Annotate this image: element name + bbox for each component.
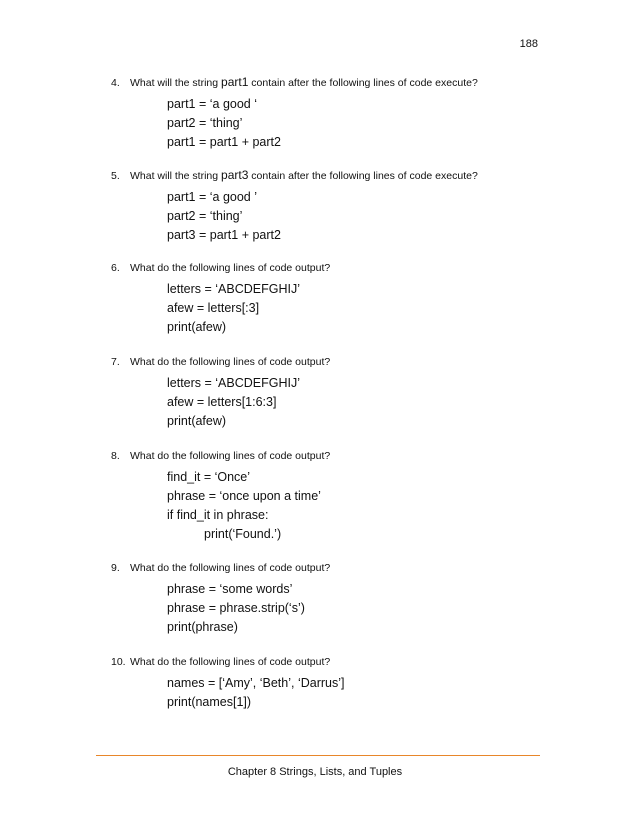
code-block (167, 95, 531, 152)
question-text: What will the string part3 contain after the following lines of code execute? (130, 168, 478, 182)
inline-code: part1 (221, 75, 249, 89)
code-line: part3 = part1 + part2 (167, 228, 281, 242)
question-6 (111, 262, 531, 337)
code-line: phrase = ‘once upon a time’ (167, 489, 321, 503)
question-9 (111, 562, 531, 637)
code-line: part2 = ‘thing’ (167, 116, 243, 130)
footer-chapter-title: Chapter 8 Strings, Lists, and Tuples (227, 766, 403, 778)
question-text: What do the following lines of code output? (130, 262, 331, 274)
code-line: part2 = ‘thing’ (167, 209, 243, 223)
question-text: What do the following lines of code output? (130, 450, 331, 462)
code-line: part1 = part1 + part2 (167, 135, 281, 149)
footer-rule (96, 755, 540, 756)
code-line: afew = letters[:3] (167, 301, 260, 315)
code-line: letters = ‘ABCDEFGHIJ’ (167, 282, 301, 296)
code-line: print(afew) (167, 320, 227, 334)
code-block (167, 374, 531, 431)
question-5 (111, 168, 531, 245)
question-text: What do the following lines of code output? (130, 562, 331, 574)
code-line: afew = letters[1:6:3] (167, 395, 277, 409)
code-line: phrase = phrase.strip(‘s’) (167, 601, 305, 615)
code-block (167, 674, 531, 712)
code-block (167, 468, 531, 544)
question-number: 9. (111, 562, 120, 574)
code-block (167, 188, 531, 245)
code-line: print(names[1]) (167, 695, 252, 709)
page-number: 188 (519, 38, 538, 50)
question-7 (111, 356, 531, 431)
question-number: 4. (111, 77, 120, 89)
code-line: names = [‘Amy’, ‘Beth’, ‘Darrus’] (167, 676, 345, 690)
question-number: 10. (111, 656, 126, 668)
code-line: print(phrase) (167, 620, 238, 634)
question-10 (111, 656, 531, 712)
question-text: What do the following lines of code output? (130, 356, 331, 368)
question-number: 6. (111, 262, 120, 274)
code-line: letters = ‘ABCDEFGHIJ’ (167, 376, 301, 390)
code-line: part1 = ‘a good ’ (167, 190, 257, 204)
question-4 (111, 75, 531, 152)
question-number: 8. (111, 450, 120, 462)
question-number: 7. (111, 356, 120, 368)
code-line: phrase = ‘some words’ (167, 582, 293, 596)
inline-code: part3 (221, 168, 249, 182)
question-text: What do the following lines of code output? (130, 656, 331, 668)
question-number: 5. (111, 170, 120, 182)
code-line: part1 = ‘a good ‘ (167, 97, 257, 111)
question-text: What will the string part1 contain after the following lines of code execute? (130, 75, 478, 89)
code-line: print(‘Found.’) (204, 527, 282, 541)
code-line: find_it = ‘Once’ (167, 470, 251, 484)
question-8 (111, 450, 531, 544)
code-block (167, 580, 531, 637)
code-line: if find_it in phrase: (167, 508, 269, 522)
code-line: print(afew) (167, 414, 227, 428)
code-block (167, 280, 531, 337)
